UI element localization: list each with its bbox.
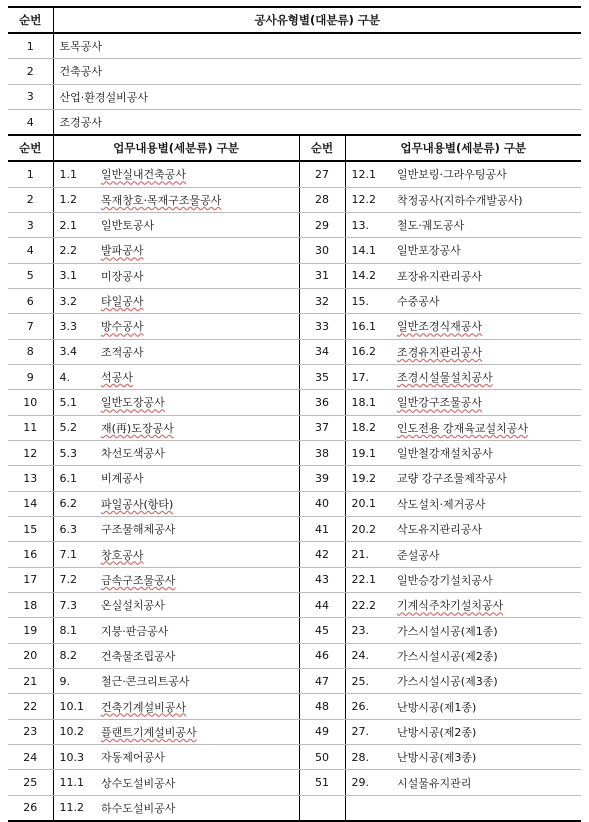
detail-code: 3.2 [53, 288, 101, 313]
detail-seq: 45 [299, 618, 345, 643]
detail-code: 14.1 [345, 238, 397, 263]
detail-code: 6.2 [53, 491, 101, 516]
detail-name-text: 조경유지관리공사 [397, 345, 483, 359]
detail-name-text: 미장공사 [101, 269, 144, 283]
detail-code: 6.1 [53, 466, 101, 491]
detail-seq: 46 [299, 643, 345, 668]
detail-seq: 14 [8, 491, 53, 516]
major-category-table [8, 6, 581, 134]
table-row [8, 109, 581, 134]
detail-seq: 20 [8, 643, 53, 668]
table-row [8, 288, 581, 313]
table-row [8, 161, 581, 187]
table-row [8, 440, 581, 465]
detail-seq: 18 [8, 593, 53, 618]
detail-name [397, 542, 581, 567]
detail-seq: 41 [299, 517, 345, 542]
detail-name-text: 기계식주차기설치공사 [397, 599, 504, 613]
table-row [8, 84, 581, 109]
detail-seq: 50 [299, 745, 345, 770]
detail-name [397, 618, 581, 643]
detail-name [397, 643, 581, 668]
table-row [8, 618, 581, 643]
detail-code: 2.2 [53, 238, 101, 263]
detail-code: 11.2 [53, 795, 101, 821]
detail-header-title-right: 업무내용별(세분류) 구분 [345, 135, 581, 161]
detail-code: 20.2 [345, 517, 397, 542]
detail-seq: 48 [299, 694, 345, 719]
detail-name-text: 일반도장공사 [101, 396, 165, 410]
detail-code: 12.2 [345, 187, 397, 212]
detail-name-text: 하수도설비공사 [101, 801, 176, 815]
detail-name [101, 491, 299, 516]
detail-name-text: 철도·궤도공사 [397, 219, 465, 233]
detail-code: 7.2 [53, 567, 101, 592]
table-row [8, 795, 581, 821]
detail-name-text: 플랜트기계설비공사 [101, 725, 197, 739]
detail-name-text: 온실설치공사 [101, 599, 165, 613]
detail-name [101, 795, 299, 821]
detail-name [101, 694, 299, 719]
detail-name [397, 440, 581, 465]
table-row [8, 415, 581, 440]
table-row [8, 238, 581, 263]
detail-code: 3.1 [53, 263, 101, 288]
detail-name [397, 719, 581, 744]
detail-code: 5.3 [53, 440, 101, 465]
detail-seq: 7 [8, 314, 53, 339]
detail-name [397, 187, 581, 212]
detail-seq: 43 [299, 567, 345, 592]
detail-seq: 34 [299, 339, 345, 364]
detail-seq: 40 [299, 491, 345, 516]
detail-name [101, 212, 299, 237]
detail-name [101, 314, 299, 339]
detail-seq: 21 [8, 669, 53, 694]
detail-seq: 11 [8, 415, 53, 440]
major-seq: 2 [8, 59, 53, 84]
detail-seq: 15 [8, 517, 53, 542]
detail-code: 3.3 [53, 314, 101, 339]
table-row [8, 517, 581, 542]
detail-name [101, 643, 299, 668]
detail-seq: 42 [299, 542, 345, 567]
detail-code: 17. [345, 364, 397, 389]
detail-category-table [8, 134, 581, 822]
detail-name-text: 금속구조물공사 [101, 573, 176, 587]
detail-code: 13. [345, 212, 397, 237]
detail-name [397, 339, 581, 364]
detail-code: 19.1 [345, 440, 397, 465]
table-row [8, 669, 581, 694]
detail-name [397, 390, 581, 415]
detail-name [101, 719, 299, 744]
major-name: 토목공사 [53, 33, 581, 59]
detail-name-text: 자동제어공사 [101, 751, 165, 765]
classification-document [8, 6, 581, 822]
detail-name-text: 재(再)도장공사 [101, 421, 174, 435]
detail-seq: 26 [8, 795, 53, 821]
detail-name [101, 466, 299, 491]
table-row [8, 491, 581, 516]
detail-code: 3.4 [53, 339, 101, 364]
major-header-title: 공사유형별(대분류) 구분 [53, 7, 581, 33]
detail-name [397, 669, 581, 694]
detail-name-text: 준설공사 [397, 548, 440, 562]
detail-code: 16.2 [345, 339, 397, 364]
detail-header-row [8, 135, 581, 161]
detail-name-text: 일반철강재설치공사 [397, 447, 493, 461]
detail-code: 10.1 [53, 694, 101, 719]
detail-seq: 25 [8, 770, 53, 795]
detail-name [101, 187, 299, 212]
detail-name [101, 593, 299, 618]
detail-name [397, 314, 581, 339]
detail-name [397, 288, 581, 313]
detail-code: 11.1 [53, 770, 101, 795]
detail-code: 18.1 [345, 390, 397, 415]
detail-seq: 44 [299, 593, 345, 618]
detail-code: 1.1 [53, 161, 101, 187]
detail-name-text: 가스시설시공(제2종) [397, 649, 498, 663]
detail-name [397, 517, 581, 542]
major-seq: 4 [8, 109, 53, 134]
detail-name [101, 364, 299, 389]
detail-name-text: 타일공사 [101, 295, 144, 309]
detail-name-text: 조적공사 [101, 345, 144, 359]
detail-seq: 27 [299, 161, 345, 187]
detail-name-text: 일반강구조물공사 [397, 396, 483, 410]
detail-seq: 9 [8, 364, 53, 389]
table-row [8, 745, 581, 770]
table-row [8, 314, 581, 339]
detail-seq: 10 [8, 390, 53, 415]
table-row [8, 719, 581, 744]
detail-seq: 29 [299, 212, 345, 237]
detail-seq: 12 [8, 440, 53, 465]
detail-code: 28. [345, 745, 397, 770]
detail-name [397, 694, 581, 719]
detail-seq: 17 [8, 567, 53, 592]
detail-name-text: 삭도유지관리공사 [397, 523, 483, 537]
detail-code: 24. [345, 643, 397, 668]
detail-name [397, 263, 581, 288]
detail-name [101, 440, 299, 465]
detail-code: 29. [345, 770, 397, 795]
detail-seq: 39 [299, 466, 345, 491]
detail-name [101, 390, 299, 415]
detail-seq: 16 [8, 542, 53, 567]
detail-name-text: 목재창호·목재구조물공사 [101, 193, 222, 207]
detail-name-text: 가스시설시공(제3종) [397, 675, 498, 689]
detail-code [345, 795, 397, 821]
detail-name [101, 745, 299, 770]
detail-name [101, 517, 299, 542]
detail-seq: 5 [8, 263, 53, 288]
table-row [8, 263, 581, 288]
detail-seq: 3 [8, 212, 53, 237]
detail-name [101, 542, 299, 567]
detail-name-text: 조경시설물설치공사 [397, 371, 493, 385]
detail-code: 8.2 [53, 643, 101, 668]
detail-name [397, 466, 581, 491]
detail-name [397, 212, 581, 237]
detail-code: 18.2 [345, 415, 397, 440]
major-header-row [8, 7, 581, 33]
major-seq: 1 [8, 33, 53, 59]
detail-code: 19.2 [345, 466, 397, 491]
major-name: 조경공사 [59, 116, 103, 130]
detail-seq: 23 [8, 719, 53, 744]
detail-name-text: 건축기계설비공사 [101, 700, 187, 714]
detail-seq: 37 [299, 415, 345, 440]
detail-header-title-left: 업무내용별(세분류) 구분 [53, 135, 299, 161]
detail-name [101, 263, 299, 288]
detail-code: 4. [53, 364, 101, 389]
detail-code: 9. [53, 669, 101, 694]
detail-name-text: 교량 강구조물제작공사 [397, 472, 507, 486]
table-row [8, 593, 581, 618]
detail-name-text: 상수도설비공사 [101, 776, 176, 790]
detail-name [101, 415, 299, 440]
detail-code: 16.1 [345, 314, 397, 339]
detail-header-seq-right: 순번 [299, 135, 345, 161]
detail-name [397, 491, 581, 516]
table-row [8, 187, 581, 212]
detail-seq: 47 [299, 669, 345, 694]
table-row [8, 212, 581, 237]
detail-code: 20.1 [345, 491, 397, 516]
major-name: 산업·환경설비공사 [53, 84, 581, 109]
detail-name-text: 비계공사 [101, 472, 144, 486]
detail-name-text: 발파공사 [101, 244, 144, 258]
detail-seq: 51 [299, 770, 345, 795]
table-row [8, 33, 581, 59]
detail-code: 26. [345, 694, 397, 719]
detail-code: 12.1 [345, 161, 397, 187]
detail-name [397, 795, 581, 821]
detail-name-text: 착정공사(지하수개발공사) [397, 193, 523, 207]
table-row [8, 466, 581, 491]
detail-name [397, 364, 581, 389]
detail-name [101, 567, 299, 592]
detail-seq: 36 [299, 390, 345, 415]
detail-seq: 2 [8, 187, 53, 212]
detail-name-text: 파일공사(항타) [101, 497, 174, 511]
detail-name-text: 지붕·판금공사 [101, 624, 169, 638]
detail-name [101, 161, 299, 187]
detail-name-text: 인도전용 강재육교설치공사 [397, 421, 529, 435]
detail-seq: 8 [8, 339, 53, 364]
major-name: 건축공사 [53, 59, 581, 84]
detail-name-text: 석공사 [101, 371, 133, 385]
detail-code: 10.2 [53, 719, 101, 744]
detail-code: 5.2 [53, 415, 101, 440]
detail-seq: 1 [8, 161, 53, 187]
table-row [8, 390, 581, 415]
detail-name [397, 567, 581, 592]
detail-name-text: 삭도설치·제거공사 [397, 497, 486, 511]
table-row [8, 339, 581, 364]
detail-code: 23. [345, 618, 397, 643]
detail-code: 7.3 [53, 593, 101, 618]
table-row [8, 59, 581, 84]
detail-name [101, 339, 299, 364]
detail-code: 27. [345, 719, 397, 744]
detail-seq: 19 [8, 618, 53, 643]
detail-code: 25. [345, 669, 397, 694]
detail-name [397, 770, 581, 795]
detail-name [101, 770, 299, 795]
detail-name-text: 건축물조립공사 [101, 649, 176, 663]
detail-code: 21. [345, 542, 397, 567]
table-row [8, 542, 581, 567]
detail-name [397, 161, 581, 187]
detail-seq: 32 [299, 288, 345, 313]
detail-name-text: 일반승강기설치공사 [397, 573, 493, 587]
detail-name-text: 창호공사 [101, 548, 144, 562]
detail-seq: 33 [299, 314, 345, 339]
table-row [8, 567, 581, 592]
detail-name-text: 시설물유지관리 [397, 776, 472, 790]
major-seq: 3 [8, 84, 53, 109]
detail-name [101, 669, 299, 694]
detail-code: 10.3 [53, 745, 101, 770]
detail-name-text: 일반토공사 [101, 219, 155, 233]
detail-seq: 28 [299, 187, 345, 212]
detail-code: 22.1 [345, 567, 397, 592]
table-row [8, 643, 581, 668]
detail-name [397, 415, 581, 440]
detail-name [101, 618, 299, 643]
detail-name-text: 철근·콘크리트공사 [101, 675, 190, 689]
detail-code: 14.2 [345, 263, 397, 288]
detail-code: 22.2 [345, 593, 397, 618]
table-row [8, 694, 581, 719]
detail-name [397, 745, 581, 770]
detail-name-text: 난방시공(제3종) [397, 751, 477, 765]
detail-seq: 22 [8, 694, 53, 719]
detail-seq: 30 [299, 238, 345, 263]
detail-code: 1.2 [53, 187, 101, 212]
detail-name [101, 238, 299, 263]
detail-seq: 4 [8, 238, 53, 263]
detail-code: 5.1 [53, 390, 101, 415]
detail-seq: 35 [299, 364, 345, 389]
detail-name-text: 일반보링·그라우팅공사 [397, 168, 507, 182]
detail-name-text: 수중공사 [397, 295, 440, 309]
detail-seq: 6 [8, 288, 53, 313]
detail-seq: 49 [299, 719, 345, 744]
detail-name-text: 가스시설시공(제1종) [397, 624, 498, 638]
detail-name [101, 288, 299, 313]
detail-name-text: 차선도색공사 [101, 447, 165, 461]
detail-name-text: 일반실내건축공사 [101, 168, 187, 182]
major-header-seq: 순번 [8, 7, 53, 33]
table-row [8, 770, 581, 795]
detail-name-text: 포장유지관리공사 [397, 269, 483, 283]
detail-name-text: 난방시공(제1종) [397, 700, 477, 714]
table-row [8, 364, 581, 389]
detail-seq: 13 [8, 466, 53, 491]
detail-name-text: 구조물해체공사 [101, 523, 176, 537]
detail-name-text: 난방시공(제2종) [397, 725, 477, 739]
detail-name-text: 방수공사 [101, 320, 144, 334]
detail-seq: 38 [299, 440, 345, 465]
detail-code: 15. [345, 288, 397, 313]
detail-code: 7.1 [53, 542, 101, 567]
detail-name-text: 일반조경식재공사 [397, 320, 483, 334]
detail-code: 2.1 [53, 212, 101, 237]
detail-name-text: 일반포장공사 [397, 244, 461, 258]
detail-seq: 31 [299, 263, 345, 288]
detail-name [397, 238, 581, 263]
detail-code: 8.1 [53, 618, 101, 643]
detail-name [397, 593, 581, 618]
detail-header-seq-left: 순번 [8, 135, 53, 161]
detail-seq: 24 [8, 745, 53, 770]
detail-code: 6.3 [53, 517, 101, 542]
detail-seq [299, 795, 345, 821]
